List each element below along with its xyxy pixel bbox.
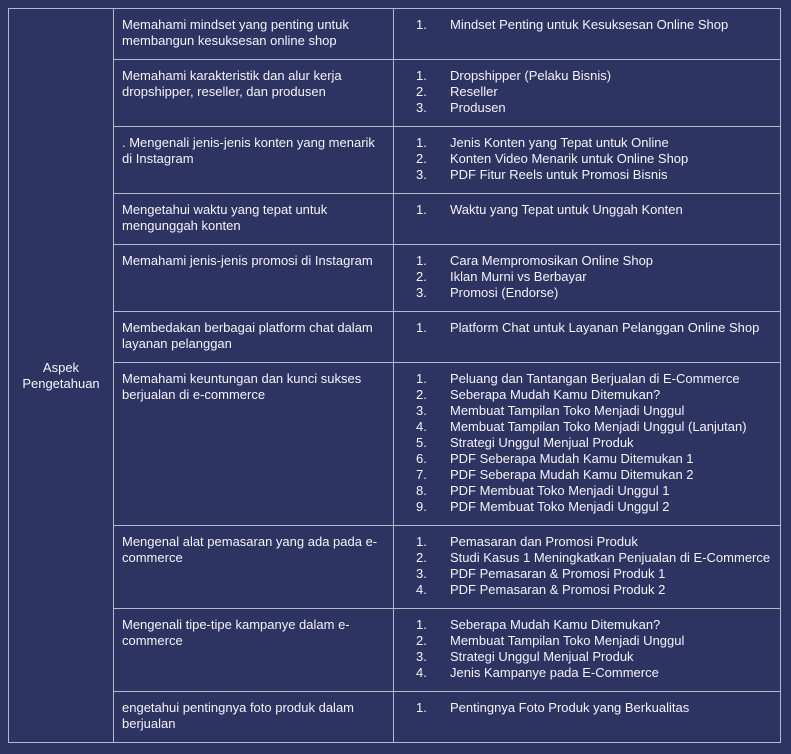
table-row	[9, 194, 781, 245]
objective-cell: Memahami keuntungan dan kunci sukses berjualan di e-commerce	[114, 363, 394, 526]
objective-cell: Membedakan berbagai platform chat dalam layanan pelanggan	[114, 312, 394, 363]
list-item-text: Strategi Unggul Menjual Produk	[450, 649, 634, 664]
list-item-text: PDF Membuat Toko Menjadi Unggul 1	[450, 483, 670, 498]
list-number: 3.	[416, 285, 427, 300]
curriculum-table	[8, 8, 781, 743]
list-item-text: Reseller	[450, 84, 498, 99]
list-item-text: Cara Mempromosikan Online Shop	[450, 253, 654, 268]
list-number: 1.	[416, 617, 427, 632]
list-number: 3.	[416, 649, 427, 664]
list-item-text: Membuat Tampilan Toko Menjadi Unggul	[450, 633, 685, 648]
list-item-text: Platform Chat untuk Layanan Pelanggan Online Shop	[450, 320, 760, 335]
materials-cell	[394, 9, 781, 60]
materials-list	[406, 371, 772, 515]
list-item	[406, 202, 772, 218]
materials-cell	[394, 526, 781, 609]
list-number: 1.	[416, 202, 427, 217]
list-item-text: Strategi Unggul Menjual Produk	[450, 435, 634, 450]
list-number: 1.	[416, 17, 427, 32]
list-number: 3.	[416, 566, 427, 581]
list-item	[406, 68, 772, 84]
list-number: 4.	[416, 582, 427, 597]
list-number: 3.	[416, 403, 427, 418]
list-item	[406, 320, 772, 336]
list-item-text: Jenis Kampanye pada E-Commerce	[450, 665, 659, 680]
list-item-text: PDF Pemasaran & Promosi Produk 2	[450, 582, 666, 597]
list-number: 1.	[416, 253, 427, 268]
table-row	[9, 312, 781, 363]
list-number: 1.	[416, 68, 427, 83]
list-item	[406, 451, 772, 467]
list-item-text: Promosi (Endorse)	[450, 285, 559, 300]
materials-list	[406, 320, 772, 336]
list-item-text: Jenis Konten yang Tepat untuk Online	[450, 135, 669, 150]
objective-cell: engetahui pentingnya foto produk dalam berjualan	[114, 692, 394, 743]
list-item	[406, 100, 772, 116]
materials-list	[406, 68, 772, 116]
materials-list	[406, 617, 772, 681]
materials-cell	[394, 194, 781, 245]
list-item-text: PDF Seberapa Mudah Kamu Ditemukan 2	[450, 467, 694, 482]
list-item	[406, 151, 772, 167]
list-item-text: Konten Video Menarik untuk Online Shop	[450, 151, 689, 166]
table-row	[9, 609, 781, 692]
list-item	[406, 633, 772, 649]
objective-cell: Mengenal alat pemasaran yang ada pada e-commerce	[114, 526, 394, 609]
materials-cell	[394, 245, 781, 312]
objective-cell: . Mengenali jenis-jenis konten yang menarik di Instagram	[114, 127, 394, 194]
table-row	[9, 692, 781, 743]
list-number: 2.	[416, 387, 427, 402]
list-item	[406, 403, 772, 419]
list-item	[406, 665, 772, 681]
table-row	[9, 9, 781, 60]
list-item-text: Peluang dan Tantangan Berjualan di E-Commerce	[450, 371, 740, 386]
list-item	[406, 419, 772, 435]
list-item-text: Studi Kasus 1 Meningkatkan Penjualan di E-Commerce	[450, 550, 771, 565]
list-item-text: Dropshipper (Pelaku Bisnis)	[450, 68, 612, 83]
list-item	[406, 617, 772, 633]
list-number: 4.	[416, 665, 427, 680]
list-item	[406, 167, 772, 183]
list-item	[406, 483, 772, 499]
list-item	[406, 269, 772, 285]
list-number: 5.	[416, 435, 427, 450]
list-number: 1.	[416, 534, 427, 549]
table-row	[9, 127, 781, 194]
list-number: 1.	[416, 700, 427, 715]
list-item	[406, 499, 772, 515]
list-item-text: PDF Seberapa Mudah Kamu Ditemukan 1	[450, 451, 694, 466]
list-number: 2.	[416, 84, 427, 99]
list-item	[406, 467, 772, 483]
list-number: 2.	[416, 269, 427, 284]
category-cell	[9, 9, 114, 743]
list-item-text: PDF Membuat Toko Menjadi Unggul 2	[450, 499, 670, 514]
list-item-text: Waktu yang Tepat untuk Unggah Konten	[450, 202, 683, 217]
list-item-text: PDF Pemasaran & Promosi Produk 1	[450, 566, 666, 581]
list-item-text: Iklan Murni vs Berbayar	[450, 269, 587, 284]
list-number: 3.	[416, 100, 427, 115]
list-item	[406, 135, 772, 151]
list-item	[406, 285, 772, 301]
materials-list	[406, 202, 772, 218]
materials-cell	[394, 363, 781, 526]
materials-list	[406, 534, 772, 598]
list-number: 4.	[416, 419, 427, 434]
list-item	[406, 435, 772, 451]
list-item	[406, 649, 772, 665]
list-number: 2.	[416, 633, 427, 648]
list-item-text: Seberapa Mudah Kamu Ditemukan?	[450, 617, 661, 632]
list-item-text: Pentingnya Foto Produk yang Berkualitas	[450, 700, 690, 715]
table-row	[9, 363, 781, 526]
list-item-text: Membuat Tampilan Toko Menjadi Unggul	[450, 403, 685, 418]
list-item-text: Pemasaran dan Promosi Produk	[450, 534, 638, 549]
list-item-text: PDF Fitur Reels untuk Promosi Bisnis	[450, 167, 668, 182]
category-label: Aspek Pengetahuan	[22, 359, 100, 391]
objective-cell: Memahami mindset yang penting untuk membangun kesuksesan online shop	[114, 9, 394, 60]
list-number: 1.	[416, 135, 427, 150]
objective-cell: Mengenali tipe-tipe kampanye dalam e-commerce	[114, 609, 394, 692]
list-number: 6.	[416, 451, 427, 466]
list-item	[406, 17, 772, 33]
list-item	[406, 387, 772, 403]
list-number: 8.	[416, 483, 427, 498]
list-number: 7.	[416, 467, 427, 482]
list-number: 3.	[416, 167, 427, 182]
list-item	[406, 566, 772, 582]
objective-cell: Memahami jenis-jenis promosi di Instagram	[114, 245, 394, 312]
materials-list	[406, 17, 772, 33]
list-item	[406, 582, 772, 598]
materials-cell	[394, 60, 781, 127]
list-item-text: Seberapa Mudah Kamu Ditemukan?	[450, 387, 661, 402]
materials-cell	[394, 692, 781, 743]
materials-cell	[394, 127, 781, 194]
list-number: 2.	[416, 151, 427, 166]
materials-cell	[394, 609, 781, 692]
materials-list	[406, 135, 772, 183]
objective-cell: Memahami karakteristik dan alur kerja dropshipper, reseller, dan produsen	[114, 60, 394, 127]
list-item	[406, 84, 772, 100]
list-item	[406, 371, 772, 387]
list-item	[406, 700, 772, 716]
table-row	[9, 526, 781, 609]
list-item	[406, 550, 772, 566]
list-item-text: Mindset Penting untuk Kesuksesan Online Shop	[450, 17, 729, 32]
list-number: 9.	[416, 499, 427, 514]
list-number: 1.	[416, 320, 427, 335]
list-number: 2.	[416, 550, 427, 565]
table-row	[9, 60, 781, 127]
objective-cell: Mengetahui waktu yang tepat untuk mengunggah konten	[114, 194, 394, 245]
list-item-text: Membuat Tampilan Toko Menjadi Unggul (Lanjutan)	[450, 419, 747, 434]
list-item-text: Produsen	[450, 100, 506, 115]
materials-list	[406, 253, 772, 301]
list-item	[406, 534, 772, 550]
list-number: 1.	[416, 371, 427, 386]
list-item	[406, 253, 772, 269]
materials-list	[406, 700, 772, 716]
table-row	[9, 245, 781, 312]
materials-cell	[394, 312, 781, 363]
